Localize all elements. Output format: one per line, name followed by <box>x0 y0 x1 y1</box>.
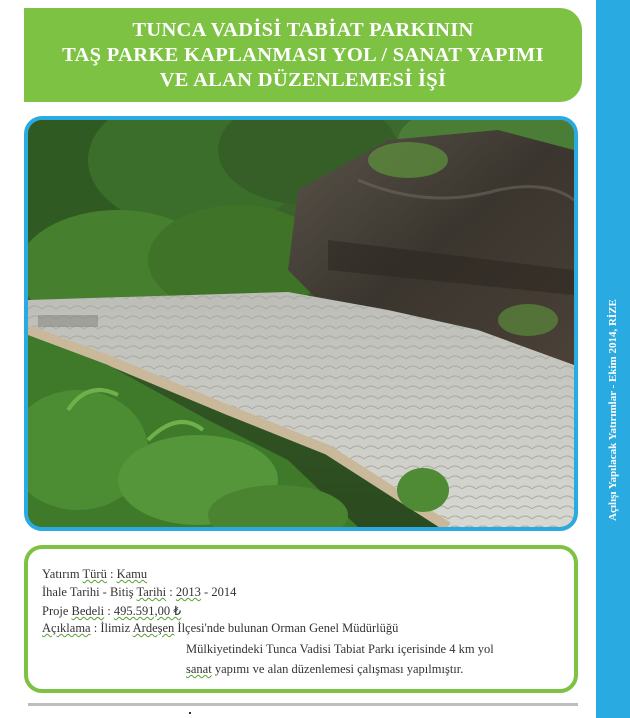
investment-type-label: Yatırım <box>42 567 83 581</box>
description-line1-a: İlimiz <box>100 621 133 635</box>
separator: : <box>106 567 117 581</box>
tender-date-label-tail: Tarihi <box>136 585 167 599</box>
tender-date-row <box>42 585 236 600</box>
bottom-divider <box>28 703 578 706</box>
project-cost-value: 495.591,00 ₺ <box>113 604 182 618</box>
description-body <box>186 639 564 679</box>
tender-start-year: 2013 <box>175 585 201 599</box>
description-line3-b: yapımı ve alan düzenlemesi çalışması yapılmıştır. <box>211 662 464 676</box>
title-line-1: TUNCA VADİSİ TABİAT PARKININ <box>132 18 474 41</box>
title-line-3: VE ALAN DÜZENLEMESİ İŞİ <box>159 68 447 91</box>
road-photo-illustration <box>28 120 574 527</box>
tender-date-label: İhale Tarihi - Bitiş <box>42 585 137 599</box>
separator: : <box>104 604 114 618</box>
project-cost-label-tail: Bedeli <box>71 604 105 618</box>
description-line3 <box>186 659 564 679</box>
title-banner <box>24 8 582 102</box>
separator: : <box>166 585 176 599</box>
side-label: Açılışı Yapılacak Yatırımlar - Ekim 2014, RİZE <box>607 299 619 521</box>
project-cost-row <box>42 603 181 619</box>
footer-dot <box>189 712 191 714</box>
project-cost-label: Proje <box>42 604 72 618</box>
date-dash: - <box>200 585 212 599</box>
description-line2: Mülkiyetindeki Tunca Vadisi Tabiat Parkı içerisinde 4 km yol <box>186 642 494 656</box>
investment-type-value: Kamu <box>116 567 148 581</box>
description-line3-a: sanat <box>186 662 212 676</box>
description-label: Açıklama <box>42 621 91 635</box>
description-line1-b: Ardeşen <box>132 621 175 635</box>
info-box <box>24 545 578 693</box>
separator: : <box>90 621 101 635</box>
title-line-2: TAŞ PARKE KAPLANMASI YOL / SANAT YAPIMI <box>62 43 544 66</box>
investment-type-label-tail: Türü <box>82 567 107 581</box>
description-line1-c: İlçesi'nde bulunan Orman Genel Müdürlüğü <box>174 621 399 635</box>
description-label-row <box>42 621 398 636</box>
investment-type-row <box>42 567 147 582</box>
road-photo <box>24 116 578 531</box>
tender-end-year: 2014 <box>211 585 237 599</box>
